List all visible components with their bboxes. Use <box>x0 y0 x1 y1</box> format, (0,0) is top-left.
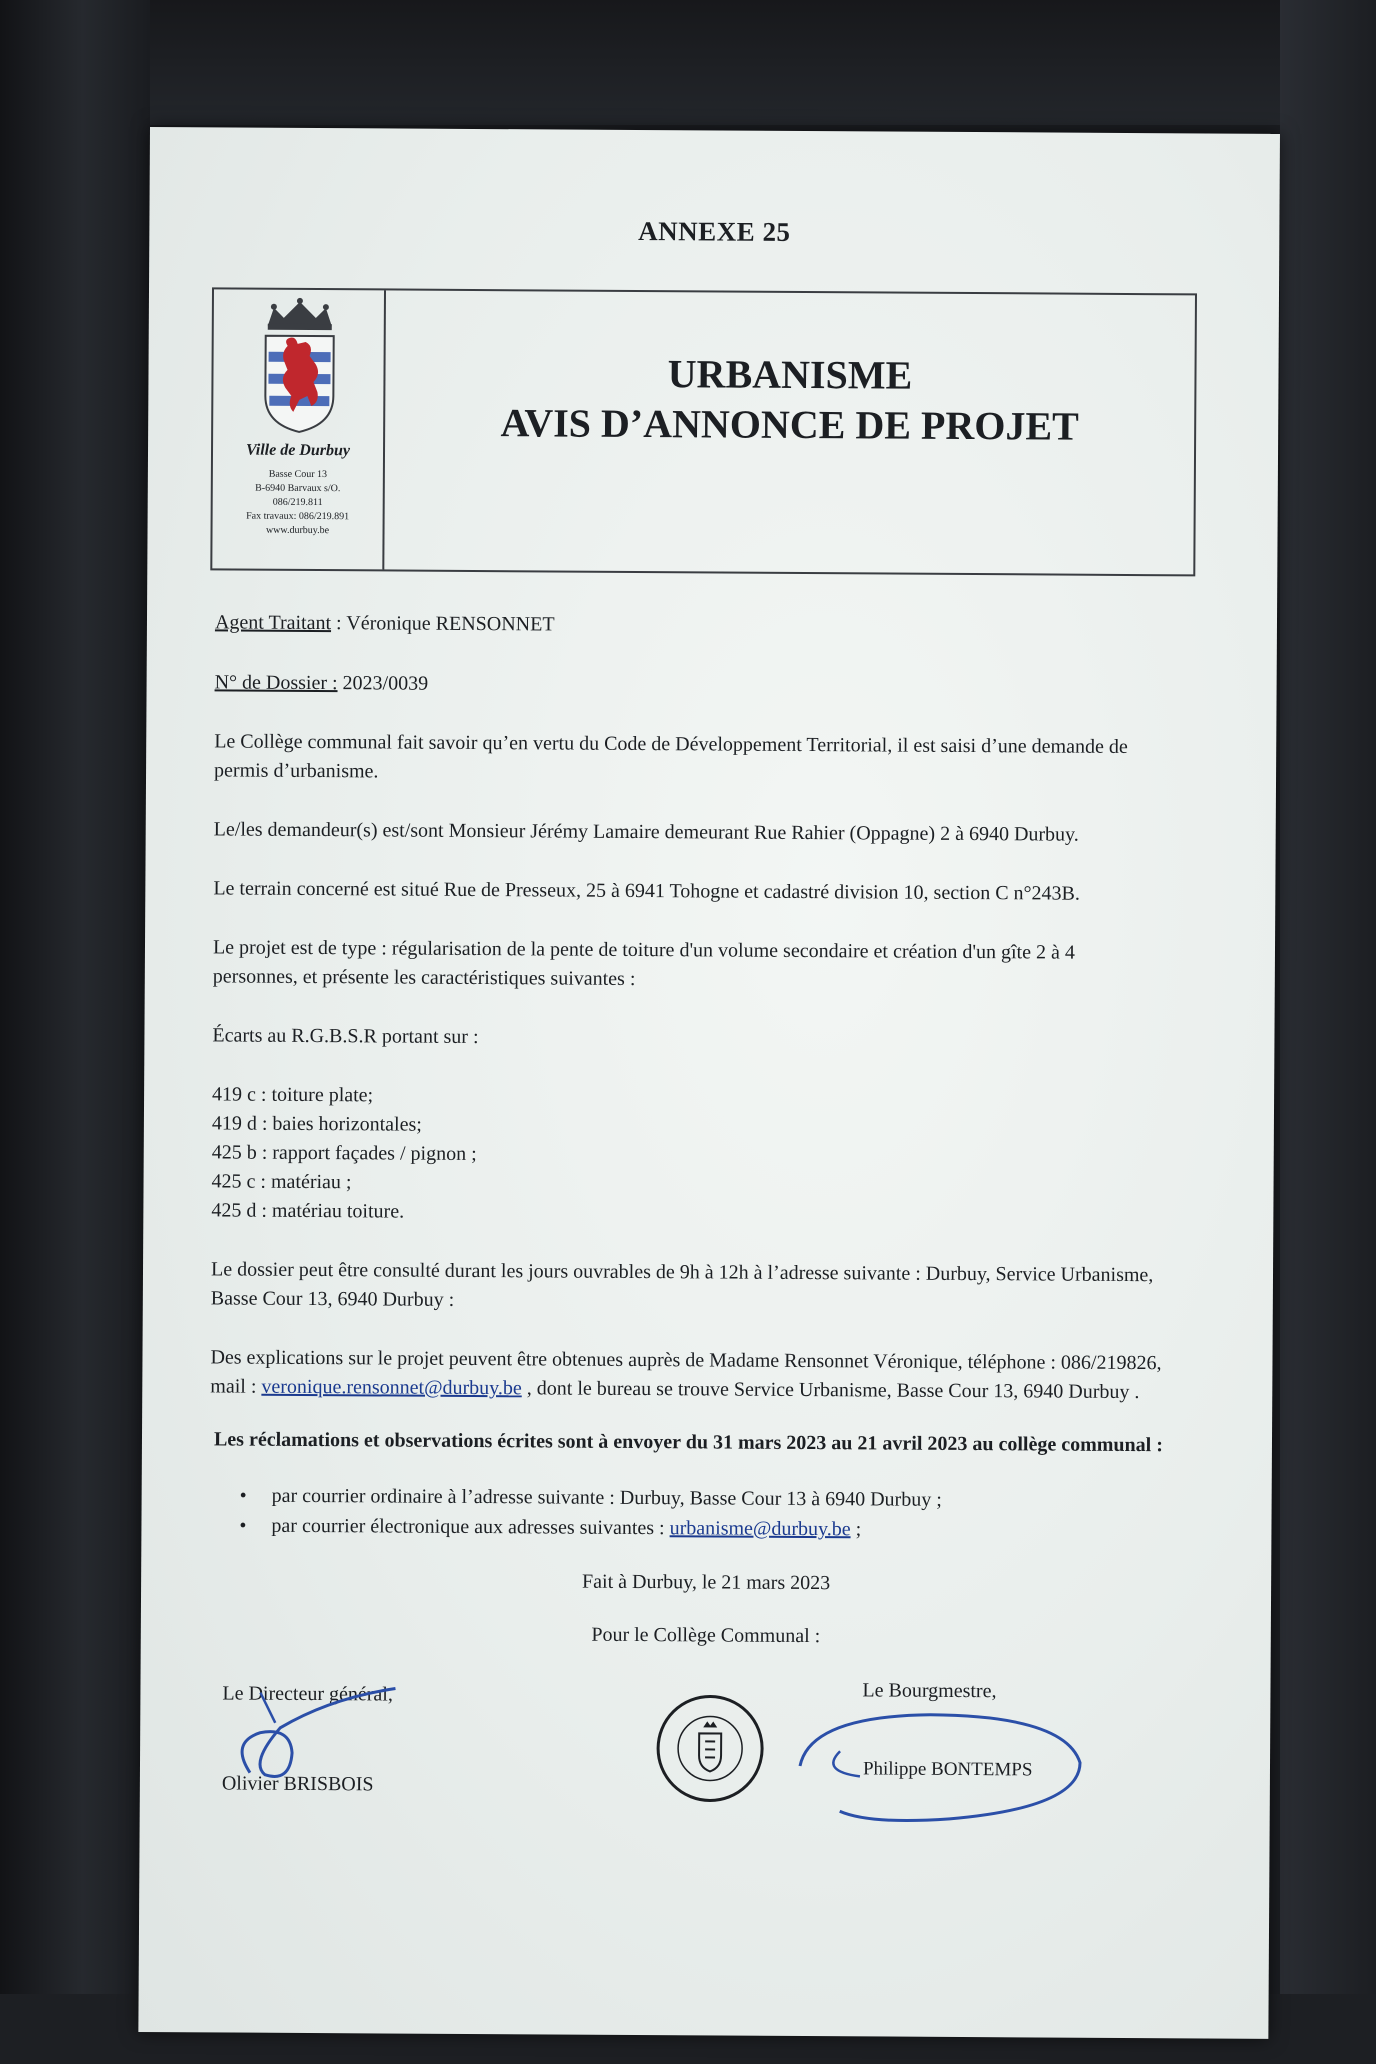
monitor-bezel-left <box>0 0 150 2064</box>
agent-email-link[interactable]: veronique.rensonnet@durbuy.be <box>261 1375 522 1400</box>
agent-label: Agent Traitant <box>214 611 332 635</box>
town-logo-block <box>212 289 386 569</box>
monitor-bezel-right <box>1280 0 1376 2064</box>
title-avis: AVIS D’ANNONCE DE PROJET <box>500 400 1079 449</box>
mail-suffix: , dont le bureau se trouve Service Urbanisme, Basse Cour 13, 6940 Durbuy . <box>521 1377 1140 1404</box>
paragraph-consultation-line2: Basse Cour 13, 6940 Durbuy : <box>210 1287 455 1311</box>
mayor-name: Philippe BONTEMPS <box>862 1758 1033 1781</box>
director-signature-icon <box>220 1682 401 1793</box>
coat-of-arms-icon <box>259 296 340 436</box>
monitor-bezel-top <box>0 0 1376 125</box>
ecart-item: 425 b : rapport façades / pignon ; <box>211 1141 477 1166</box>
town-phone: 086/219.811 <box>272 496 323 509</box>
town-website: www.durbuy.be <box>265 524 330 537</box>
municipal-seal-icon <box>655 1693 766 1804</box>
paragraph-projet-line2: personnes, et présente les caractéristiques suivantes : <box>212 965 636 990</box>
bullet-email-text: par courrier électronique aux adresses suivantes : <box>271 1514 670 1540</box>
fait-a-durbuy: Fait à Durbuy, le 21 mars 2023 <box>581 1570 831 1595</box>
dossier-value: 2023/0039 <box>337 672 429 695</box>
mail-prefix: mail : <box>210 1375 262 1398</box>
ecart-item: 419 d : baies horizontales; <box>211 1112 422 1136</box>
header-title-block <box>384 290 1195 574</box>
pour-le-college: Pour le Collège Communal : <box>591 1623 821 1648</box>
dossier-label: N° de Dossier : <box>214 671 338 695</box>
ecart-item: 425 d : matériau toiture. <box>211 1199 405 1223</box>
paragraph-explications <box>210 1343 1190 1407</box>
town-name: Ville de Durbuy <box>245 441 351 460</box>
director-name: Olivier BRISBOIS <box>221 1772 374 1796</box>
paragraph-college-line2: permis d’urbanisme. <box>214 759 379 783</box>
bullet-email <box>239 1512 861 1544</box>
paragraph-projet-line1: Le projet est de type : régularisation de la pente de toiture d'un volume secondaire et création d'un gîte 2 à 4 <box>212 936 1075 964</box>
mayor-role: Le Bourgmestre, <box>862 1679 997 1703</box>
ecarts-title: Écarts au R.G.B.S.R portant sur : <box>212 1024 479 1049</box>
header-box <box>210 287 1197 576</box>
ecart-item: 425 c : matériau ; <box>211 1170 352 1194</box>
notice-document <box>138 127 1280 2039</box>
paragraph-consultation <box>211 1255 1191 1319</box>
paragraph-college <box>214 727 1194 791</box>
paragraph-demandeur: Le/les demandeur(s) est/sont Monsieur Jérémy Lamaire demeurant Rue Rahier (Oppagne) 2 à 6940 Durbuy. <box>213 818 1079 846</box>
town-address-line1: Basse Cour 13 <box>268 468 328 481</box>
mayor-signature-icon <box>780 1706 1101 1848</box>
bullet-email-suffix: ; <box>850 1518 862 1541</box>
paragraph-consultation-line1: Le dossier peut être consulté durant les jours ouvrables de 9h à 12h à l’adresse suivante : Durbuy, Service Urbanisme, <box>210 1258 1154 1287</box>
town-fax: Fax travaux: 086/219.891 <box>246 510 350 523</box>
director-role: Le Directeur général, <box>222 1682 393 1706</box>
ecart-item: 419 c : toiture plate; <box>212 1083 374 1107</box>
paragraph-projet <box>213 933 1193 997</box>
bullet-courrier-text: par courrier ordinaire à l’adresse suivante : Durbuy, Basse Cour 13 à 6940 Durbuy ; <box>271 1484 942 1511</box>
paragraph-explications-line1: Des explications sur le projet peuvent être obtenues auprès de Madame Rensonnet Véronique, téléphone : 086/219826, <box>210 1346 1162 1375</box>
paragraph-explications-line2 <box>210 1372 1190 1407</box>
bullet-icon: • <box>239 1484 247 1507</box>
paragraph-college-line1: Le Collège communal fait savoir qu’en vertu du Code de Développement Territorial, il est saisi d’une demande de <box>214 730 1128 758</box>
title-urbanisme: URBANISME <box>667 351 913 398</box>
annexe-label: ANNEXE 25 <box>638 215 791 247</box>
dossier-line <box>215 668 1195 703</box>
agent-line <box>215 608 1195 643</box>
paragraph-terrain: Le terrain concerné est situé Rue de Presseux, 25 à 6941 Tohogne et cadastré division 10, section C n°243B. <box>213 877 1080 905</box>
ecarts-list <box>211 1080 1192 1231</box>
bullet-courrier <box>240 1482 942 1514</box>
reclamations-heading: Les réclamations et observations écrites sont à envoyer du 31 mars 2023 au 21 avril 2023 au collège communal : <box>213 1428 1164 1457</box>
urbanisme-email-link[interactable]: urbanisme@durbuy.be <box>669 1517 851 1541</box>
agent-value: : Véronique RENSONNET <box>331 612 555 636</box>
town-address-line2: B-6940 Barvaux s/O. <box>255 482 341 495</box>
bullet-icon: • <box>239 1514 247 1537</box>
